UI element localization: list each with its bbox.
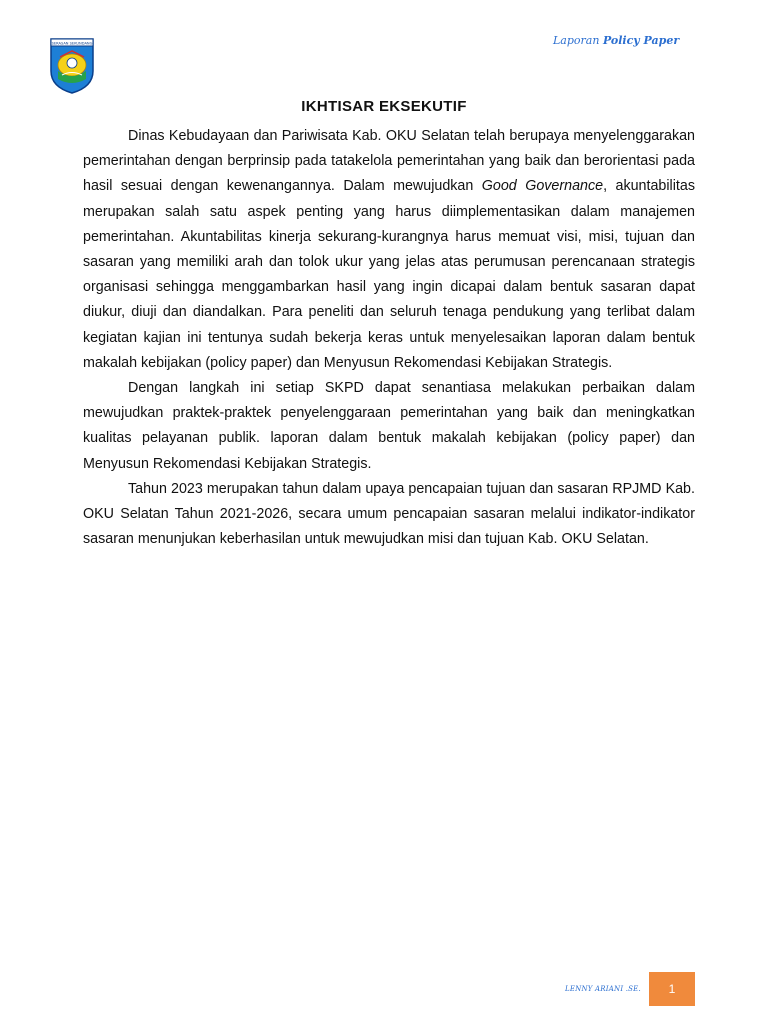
header-title — [553, 34, 679, 47]
paragraph-1 — [83, 124, 695, 376]
paragraph-2: Dengan langkah ini setiap SKPD dapat senantiasa melakukan perbaikan dalam mewujudkan praktek-praktek penyelenggaraan pemerintahan yang baik dan meningkatkan kualitas pelayanan publik. laporan dalam bentuk makalah kebijakan (policy paper) dan Menyusun Rekomendasi Kebijakan Strategis. — [83, 380, 695, 472]
paragraph-1-a: Dinas Kebudayaan dan Pariwisata Kab. OKU Selatan telah berupaya menyelenggarakan pemerintahan dengan berprinsip pada tatakelola pemerintahan yang baik dan berorientasi pada hasil sesuai dengan kewenangannya. Dalam mewujudkan — [83, 128, 695, 195]
paragraph-1-em: Good Governance — [481, 178, 604, 195]
page-title: IKHTISAR EKSEKUTIF — [301, 98, 467, 115]
emblem-band-text: SERASAN SEKUNDANG — [51, 41, 93, 46]
header-title-part2: Policy Paper — [602, 34, 680, 47]
footer-author: LENNY ARIANI .SE. — [565, 985, 641, 993]
paragraph-1-b: , akuntabilitas merupakan salah satu aspek penting yang harus diimplementasikan dalam manajemen pemerintahan. Akuntabilitas kinerja sekurang-kurangnya harus memuat visi, misi, tujuan dan sasaran yang memiliki arah dan tolok ukur yang jelas atas perumusan perencanaan strategis organisasi sehingga menggambarkan hasil yang ingin dicapai dalam bentuk sasaran dapat diukur, diuji dan diandalkan. Para peneliti dan seluruh tenaga pendukung yang terlibat dalam kegiatan kajian ini tentunya sudah bekerja keras untuk menyelesaikan laporan dalam bentuk makalah kebijakan (policy paper) dan Menyusun Rekomendasi Kebijakan Strategis. — [83, 178, 695, 371]
page-number: 1 — [649, 972, 695, 1006]
body-text — [83, 124, 695, 552]
regency-emblem-icon — [48, 35, 96, 95]
paragraph-3: Tahun 2023 merupakan tahun dalam upaya pencapaian tujuan dan sasaran RPJMD Kab. OKU Selatan Tahun 2021-2026, secara umum pencapaian sasaran melalui indikator-indikator sasaran menunjukan keberhasilan untuk mewujudkan misi dan tujuan Kab. OKU Selatan. — [83, 480, 695, 548]
header-title-part1: Laporan — [553, 34, 600, 47]
